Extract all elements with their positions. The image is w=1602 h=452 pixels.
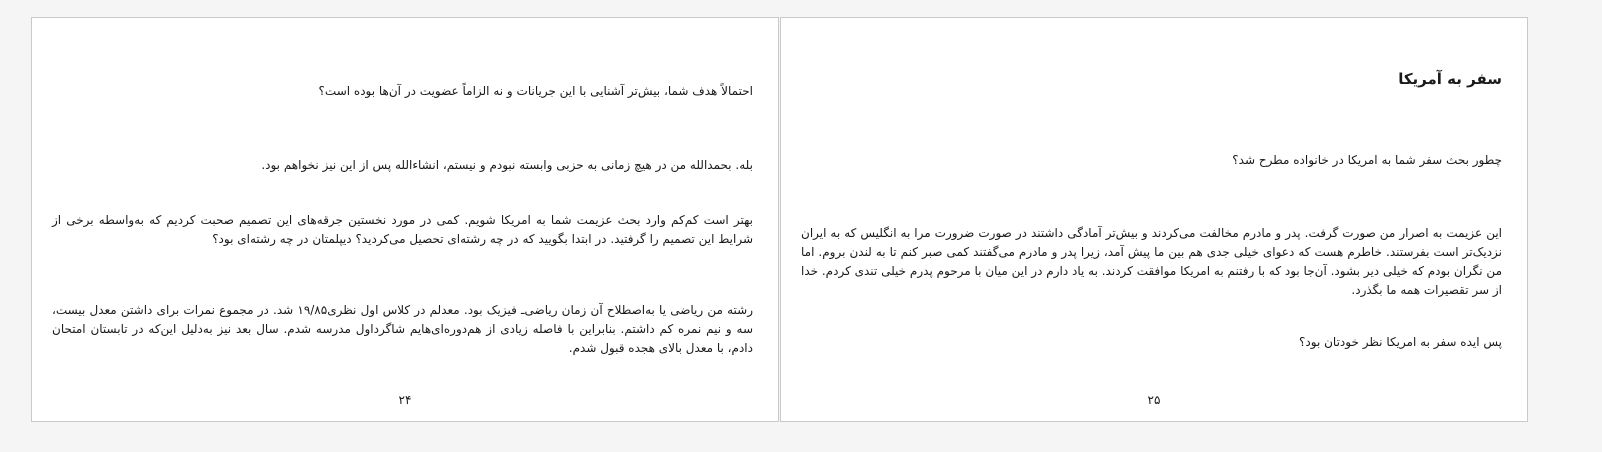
question-paragraph: بهتر است کم‌کم وارد بحث عزیمت شما به امریکا شویم. کمی در مورد نخستین جرقه‌های این تصمیم صحبت کردیم که به‌واسطه برخی از شرایط این تصمیم را گرفتید. در ابتدا بگویید که در چه رشته‌ای تحصیل می‌کردید؟ دیپلمتان در چه رشته‌ای بود؟ <box>52 213 753 246</box>
question-paragraph: چطور بحث سفر شما به امریکا در خانواده مطرح شد؟ <box>1232 153 1502 167</box>
page-right <box>780 17 1528 422</box>
book-spread <box>31 17 1526 423</box>
page-number: ۲۴ <box>398 393 412 407</box>
answer-paragraph: رشته من ریاضی یا به‌اصطلاح آن زمان ریاضی‌ـ فیزیک بود. معدلم در کلاس اول نظری۱۹/۸۵ شد. در مجموع نمرات برای داشتن معدل بیست، سه و نیم نمره کم داشتم. بنابراین با فاصله زیادی از هم‌دوره‌ای‌هایم شاگرداول مدرسه شدم. سال بعد نیز به‌دلیل این‌که در تابستان امتحان دادم، با معدل بالای هجده قبول شدم. <box>52 303 753 355</box>
question-paragraph: احتمالاً هدف شما، بیش‌تر آشنایی با این جریانات و نه الزاماً عضویت در آن‌ها بوده است؟ <box>318 84 753 98</box>
chapter-title: سفر به آمریکا <box>1398 70 1502 88</box>
answer-paragraph: بله. بحمدالله من در هیچ زمانی به حزبی وابسته نبودم و نیستم، انشاءالله پس از این نیز نخواهم بود. <box>261 158 753 172</box>
page-left <box>31 17 779 422</box>
question-paragraph: پس ایده سفر به امریکا نظر خودتان بود؟ <box>1299 335 1502 349</box>
page-number: ۲۵ <box>1147 393 1161 407</box>
answer-paragraph: این عزیمت به اصرار من صورت گرفت. پدر و مادرم مخالفت می‌کردند و بیش‌تر آمادگی داشتند در صورت ضرورت مرا به انگلیس که به ایران نزدیک‌تر است بفرستند. خاطرم هست که دعوای خیلی جدی هم بین ما پیش آمد، زیرا پدر و مادرم می‌گفتند کمی صبر کنم تا به لندن بروم. اما من نگران بودم که خیلی دیر بشود. آن‌جا بود که با رفتنم به امریکا موافقت کردند. به یاد دارم در این میان با مرحوم پدرم خیلی تندی کردم. خدا از سر تقصیرات همه ما بگذرد. <box>801 226 1502 297</box>
